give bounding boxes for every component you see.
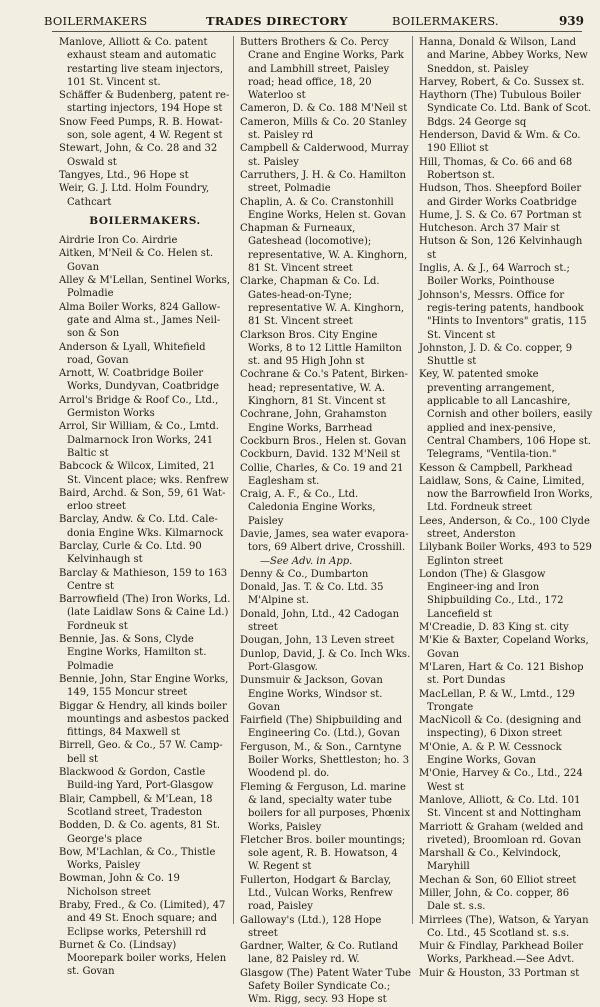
advert-note: —See Adv. in App. [260,555,353,567]
directory-entry: Cameron, D. & Co. 188 M'Neil st [240,103,408,115]
column-3 [419,36,593,980]
directory-entry: Stewart, John, & Co. 28 and 32 Oswald st [59,143,218,168]
directory-entry: Henderson, David & Wm. & Co. 190 Elliot st [419,130,581,155]
directory-entry: Collie, Charles, & Co. 19 and 21 Eaglesham st. [240,462,404,487]
directory-entry: Gardner, Walter, & Co. Rutland lane, 82 Paisley rd. W. [240,941,398,966]
directory-entry: Schäffer & Budenberg, patent re-starting injectors, 194 Hope st [59,90,230,115]
directory-entry: Laidlaw, Sons, & Caine, Limited, now the Barrowfield Iron Works, Ltd. Fordneuk street [419,475,593,514]
directory-entry: Johnson's, Messrs. Office for regis-tering patents, handbook "Hints to Inventors" gratis, 115 St. Vincent st [419,289,587,341]
section-heading: BOILERMAKERS. [89,214,201,227]
directory-entry: Braby, Fred., & Co. (Limited), 47 and 49 St. Enoch square; and Eclipse works, Petershill rd [59,900,226,938]
directory-entry: Biggar & Hendry, all kinds boiler mountings and asbestos packed fittings, 84 Maxwell st [59,700,229,739]
directory-entry: MacNicoll & Co. (designing and inspecting), 6 Dixon street [419,715,582,740]
page-number: 939 [558,14,584,28]
directory-entry: Carruthers, J. H. & Co. Hamilton street, Polmadie [240,169,406,195]
directory-entry: Muir & Houston, 33 Portman st [419,967,580,979]
directory-entry: Arrol's Bridge & Roof Co., Ltd., Germiston Works [59,394,219,420]
header-rule [52,31,582,32]
directory-entry: M'Onie, A. & P. W. Cessnock Engine Works, Govan [419,741,562,767]
directory-entry: Aitken, M'Neil & Co. Helen st. Govan [59,248,214,273]
directory-entry: Muir & Findlay, Parkhead Boiler Works, Parkhead.—See Advt. [419,941,584,966]
directory-entry: Miller, John, & Co. copper, 86 Dale st. s.s. [419,888,570,913]
column-2 [240,36,412,1007]
directory-entry: Donald, John, Ltd., 42 Cadogan street [240,608,400,634]
directory-entry: Butters Brothers & Co. Percy Crane and Engine Works, Park and Lambhill street, Paisley road; head office, 18, 20 Waterloo st [240,37,404,102]
directory-entry: Harvey, Robert, & Co. Sussex st. [419,76,585,88]
directory-entry: Airdrie Iron Co. Airdrie [59,235,178,247]
directory-entry: Weir, G. J. Ltd. Holm Foundry, Cathcart [59,183,210,208]
directory-entry: Dougan, John, 13 Leven street [240,635,395,647]
directory-entry: Lees, Anderson, & Co., 100 Clyde street, Anderston [419,515,590,540]
directory-entry: Donald, Jas. T. & Co. Ltd. 35 M'Alpine st. [240,582,384,607]
directory-entry: Hutcheson. Arch 37 Mair st [419,223,560,235]
directory-entry: Baird, Archd. & Son, 59, 61 Wat-erloo street [59,487,226,513]
running-header [44,12,584,30]
directory-entry: Glasgow (The) Patent Water Tube Safety Boiler Syndicate Co.; Wm. Rigg, secy. 93 Hope st [240,967,411,1006]
directory-entry: Bennie, Jas. & Sons, Clyde Engine Works, Hamilton st. Polmadie [59,634,207,672]
directory-entry: M'Laren, Hart & Co. 121 Bishop st. Port Dundas [419,661,584,687]
header-right: BOILERMAKERS. [392,14,499,28]
directory-entry: Bennie, John, Star Engine Works, 149, 155 Moncur street [59,673,229,699]
directory-entry: Snow Feed Pumps, R. B. Howat-son, sole agent, 4 W. Regent st [59,116,223,142]
directory-entry: Mirrlees (The), Watson, & Yaryan Co. Ltd., 45 Scotland st. s.s. [419,914,589,939]
directory-entry: Chaplin, A. & Co. Cranstonhill Engine Works, Helen st. Govan [240,196,406,221]
directory-entry: Arnott, W. Coatbridge Boiler Works, Dundyvan, Coatbridge [59,368,220,393]
directory-entry: Dunsmuir & Jackson, Govan Engine Works, Windsor st. Govan [240,675,383,713]
directory-entry: Cockburn, David. 132 M'Neil st [240,449,400,461]
directory-entry: Galloway's (Ltd.), 128 Hope street [240,914,382,939]
directory-entry: Barclay, Curle & Co. Ltd. 90 Kelvinhaugh st [59,540,202,566]
directory-entry: Davie, James, sea water evapora-tors, 69 Albert drive, Crosshill. [240,528,409,554]
directory-entry: Dunlop, David, J. & Co. Inch Wks. Port-Glasgow. [240,648,411,673]
directory-entry: Ferguson, M., & Son., Carntyne Boiler Works, Shettleston; ho. 3 Woodend pl. do. [240,741,410,780]
directory-entry: Mechan & Son, 60 Elliot street [419,874,577,886]
directory-entry: Babcock & Wilcox, Limited, 21 St. Vincent place; wks. Renfrew [59,461,229,486]
directory-entry: Bowman, John & Co. 19 Nicholson street [59,873,180,898]
directory-entry: Hill, Thomas, & Co. 66 and 68 Robertson st. [419,156,573,181]
directory-entry: Clarke, Chapman & Co. Ld. Gates-head-on-Tyne; representative W. A. Kinghorn, 81 St. Vincent street [240,276,405,328]
directory-entry: Chapman & Furneaux, Gateshead (locomotive); representative, W. A. Kinghorn, 81 St. Vincent street [240,223,408,275]
column-1 [59,36,231,979]
directory-entry: Manlove, Alliott, & Co. Ltd. 101 St. Vincent st and Nottingham [419,794,582,820]
directory-entry: Denny & Co., Dumbarton [240,568,369,580]
column-divider [412,36,413,924]
directory-entry: Haythorn (The) Tubulous Boiler Syndicate Co. Ltd. Bank of Scot. Bdgs. 24 George sq [419,90,592,128]
directory-entry: Cameron, Mills & Co. 20 Stanley st. Paisley rd [240,116,407,142]
directory-entry: M'Onie, Harvey & Co., Ltd., 224 West st [419,768,583,793]
directory-entry: Cockburn Bros., Helen st. Govan [240,435,407,447]
directory-entry: MacLellan, P. & W., Lmtd., 129 Trongate [419,688,575,713]
directory-entry: Key, W. patented smoke preventing arrangement, applicable to all Lancashire, Cornish and other boilers, easily applied and inex-pensive, Central Chambers, 106 Hope st. Telegrams, "Ventila-tion." [419,369,593,461]
directory-entry: Birrell, Geo. & Co., 57 W. Camp-bell st [59,740,223,765]
directory-entry: Blackwood & Gordon, Castle Build-ing Yard, Port-Glasgow [59,767,214,792]
directory-entry: Marshall & Co., Kelvindock, Maryhill [419,848,562,873]
directory-entry: Barclay & Mathieson, 159 to 163 Centre st [59,567,228,592]
directory-entry: Hanna, Donald & Wilson, Land and Marine, Abbey Works, New Sneddon, st. Paisley [419,37,588,75]
directory-entry: Craig, A. F., & Co., Ltd. Caledonia Engine Works, Paisley [240,489,376,527]
directory-entry: Alma Boiler Works, 824 Gallow-gate and Alma st., James Neil-son & Son [59,301,221,340]
directory-entry: Bow, M'Lachlan, & Co., Thistle Works, Paisley [59,846,216,872]
directory-entry: Johnston, J. D. & Co. copper, 9 Shuttle st [419,342,573,368]
directory-entry: M'Creadie, D. 83 King st. city [419,622,569,634]
directory-entry: Fairfield (The) Shipbuilding and Engineering Co. (Ltd.), Govan [240,715,403,740]
directory-entry: Hume, J. S. & Co. 67 Portman st [419,209,582,221]
header-center: TRADES DIRECTORY [206,14,348,28]
directory-entry: Burnet & Co. (Lindsay) Moorepark boiler works, Helen st. Govan [59,939,227,978]
header-left: BOILERMAKERS [44,14,148,28]
directory-entry: Barclay, Andw. & Co. Ltd. Cale-donia Engine Wks. Kilmarnock [59,514,224,539]
directory-entry: Anderson & Lyall, Whitefield road, Govan [59,341,206,366]
directory-entry: Barrowfield (The) Iron Works, Ld. (late Laidlaw Sons & Caine Ld.) Fordneuk st [59,594,231,632]
directory-entry: Campbell & Calderwood, Murray st. Paisley [240,143,409,168]
directory-entry: Marriott & Graham (welded and riveted), Broomloan rd. Govan [419,821,584,846]
directory-entry: Fletcher Bros. boiler mountings; sole agent, R. B. Howatson, 4 W. Regent st [240,834,406,873]
directory-entry: Lilybank Boiler Works, 493 to 529 Eglinton street [419,542,592,567]
directory-entry: Arrol, Sir William, & Co., Lmtd. Dalmarnock Iron Works, 241 Baltic st [59,421,219,459]
directory-entry: M'Kie & Baxter, Copeland Works, Govan [419,635,589,660]
directory-entry: Tangyes, Ltd., 96 Hope st [59,169,189,181]
directory-entry: Hutson & Son, 126 Kelvinhaugh st [419,236,583,261]
directory-entry: Fleming & Ferguson, Ld. marine & land, specialty water tube boilers for all purposes, Phœnix Works, Paisley [240,781,410,833]
directory-entry: Hudson, Thos. Sheepford Boiler and Girder Works Coatbridge [419,183,582,208]
directory-entry: Clarkson Bros. City Engine Works, 8 to 12 Little Hamilton st. and 95 High John st [240,329,402,368]
directory-entry: Blair, Campbell, & M'Lean, 18 Scotland street, Tradeston [59,793,213,818]
directory-entry: Bodden, D. & Co. agents, 81 St. George's place [59,820,221,845]
directory-entry: Alley & M'Lellan, Sentinel Works, Polmadie [59,275,231,300]
directory-entry: Fullerton, Hodgart & Barclay, Ltd., Vulcan Works, Renfrew road, Paisley [240,874,393,913]
directory-entry: London (The) & Glasgow Engineer-ing and Iron Shipbuilding Co., Ltd., 172 Lancefield st [419,568,564,620]
directory-entry: Inglis, A. & J., 64 Warroch st.; Boiler Works, Pointhouse [419,263,570,288]
directory-entry: Manlove, Alliott & Co. patent exhaust steam and automatic restarting live steam injectors, 101 St. Vincent st. [59,37,224,88]
directory-entry: Cochrane, John, Grahamston Engine Works, Barrhead [240,409,387,434]
column-divider [233,36,234,924]
directory-entry: Cochrane & Co.'s Patent, Birken-head; representative, W. A. Kinghorn, 81 St. Vincent st [240,369,408,408]
directory-entry: Kesson & Campbell, Parkhead [419,462,573,474]
